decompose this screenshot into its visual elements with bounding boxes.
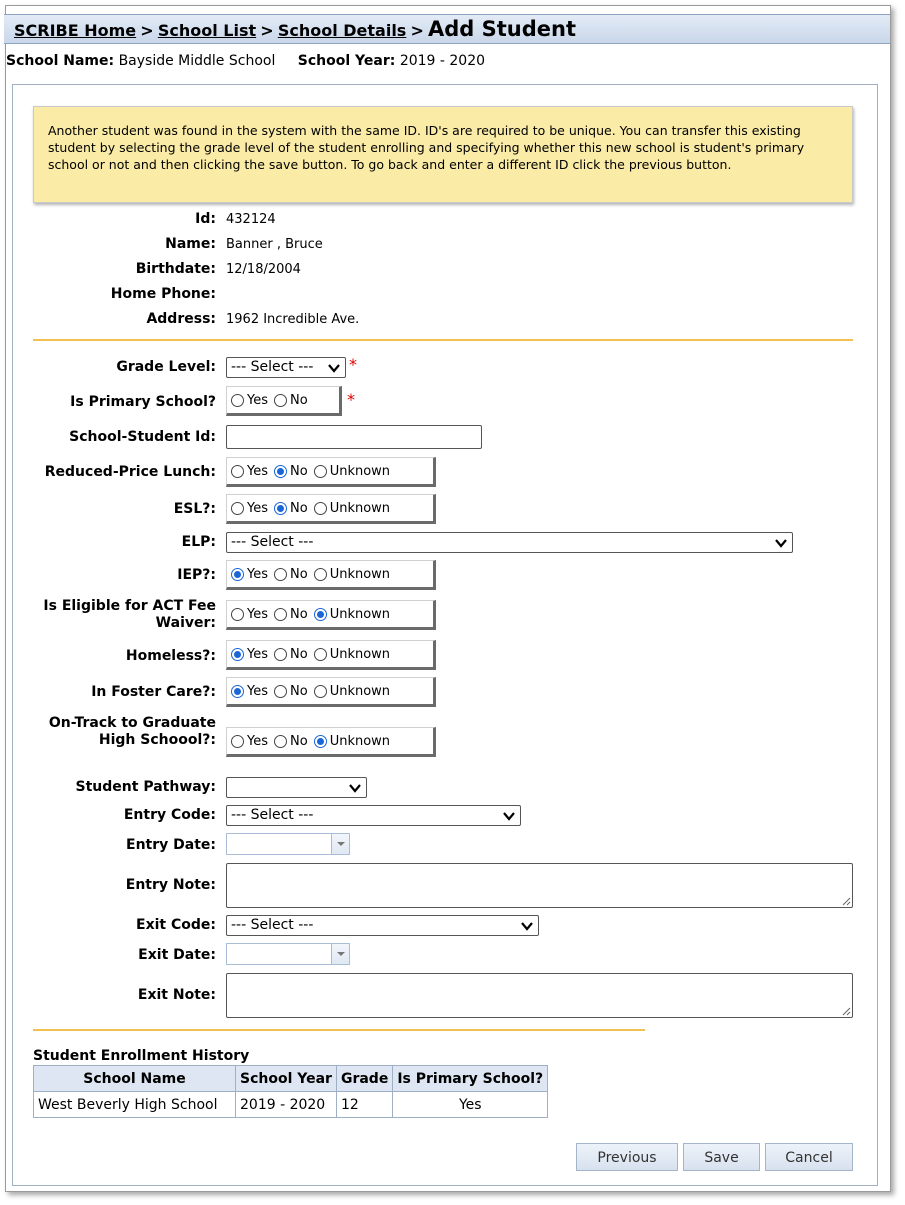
breadcrumb-school-list-link[interactable]: School List [157,21,257,40]
foster-care-radiogroup [226,677,436,707]
breadcrumb-separator: > [140,21,154,40]
grade-level-selected: --- Select --- [231,359,314,375]
radio-label: No [290,500,308,516]
entry-code-label: Entry Code: [123,807,216,823]
radio-yes[interactable] [231,502,244,515]
ontrack-unknown-option[interactable] [314,734,390,749]
is-primary-school-radiogroup [226,386,342,416]
enrollment-history-title: Student Enrollment History [33,1048,250,1064]
iep-label: IEP?: [177,567,216,583]
entry-code-selected: --- Select --- [231,807,314,823]
radio-label: Yes [247,733,268,749]
radio-yes[interactable] [231,608,244,621]
save-button[interactable]: Save [683,1143,760,1171]
radio-label: No [290,392,308,408]
iep-yes-option[interactable] [231,567,268,582]
table-cell: Yes [393,1092,548,1118]
table-cell: West Beverly High School [34,1092,236,1118]
radio-unknown-selected[interactable] [314,735,327,748]
exit-code-label: Exit Code: [136,917,216,933]
chevron-down-icon [774,536,788,550]
radio-label: Yes [247,683,268,699]
divider [33,1029,645,1031]
breadcrumb-separator: > [410,21,424,40]
radio-unknown[interactable] [314,568,327,581]
radio-label: Yes [247,392,268,408]
school-year-value: 2019 - 2020 [399,53,486,69]
radio-unknown-selected[interactable] [314,608,327,621]
radio-yes-selected[interactable] [231,685,244,698]
entry-code-select[interactable] [226,805,521,826]
birthdate-value: 12/18/2004 [226,262,301,277]
radio-label: Unknown [329,733,391,749]
radio-label: Yes [247,500,268,516]
radio-label: Yes [247,646,268,662]
rpl-no-option[interactable] [274,464,308,479]
act-no-option[interactable] [274,607,308,622]
act-unknown-option[interactable] [314,607,390,622]
radio-label: Yes [247,606,268,622]
entry-date-label: Entry Date: [126,837,216,853]
student-pathway-select[interactable] [226,777,367,798]
column-header: School Name [34,1066,236,1092]
esl-no-option[interactable] [274,501,308,516]
iep-radiogroup [226,560,436,590]
chevron-down-icon [327,361,341,375]
previous-button[interactable]: Previous [576,1143,678,1171]
radio-label: No [290,683,308,699]
birthdate-label: Birthdate: [135,261,216,277]
radio-label: No [290,606,308,622]
rpl-yes-option[interactable] [231,464,268,479]
chevron-down-icon [520,919,534,933]
cancel-button[interactable]: Cancel [765,1143,853,1171]
breadcrumb-separator: > [260,21,274,40]
radio-yes[interactable] [231,465,244,478]
primary-no-option[interactable] [274,393,308,408]
homeless-no-option[interactable] [274,647,308,662]
school-student-id-label: School-Student Id: [69,429,216,445]
foster-unknown-option[interactable] [314,684,390,699]
student-name-label: Name: [165,236,216,252]
table-cell: 12 [336,1092,392,1118]
radio-no[interactable] [274,394,287,407]
radio-label: Unknown [329,683,391,699]
student-name-value: Banner , Bruce [226,237,323,252]
act-yes-option[interactable] [231,607,268,622]
radio-unknown[interactable] [314,648,327,661]
radio-label: Unknown [329,566,391,582]
esl-yes-option[interactable] [231,501,268,516]
radio-label: No [290,566,308,582]
on-track-label: On-Track to Graduate High Schoool?: [48,715,216,748]
required-marker: * [347,390,355,409]
page-title: Add Student [428,17,577,41]
calendar-dropdown-icon[interactable] [331,944,349,964]
exit-note-textarea[interactable] [226,973,853,1018]
on-track-radiogroup [226,727,436,757]
radio-label: Yes [247,463,268,479]
act-fee-waiver-radiogroup [226,600,436,630]
school-name-value: Bayside Middle School [118,53,276,69]
reduced-price-lunch-label: Reduced-Price Lunch: [44,464,216,480]
ontrack-no-option[interactable] [274,734,308,749]
divider [33,339,853,341]
grade-level-label: Grade Level: [116,359,216,375]
radio-yes-selected[interactable] [231,648,244,661]
homeless-unknown-option[interactable] [314,647,390,662]
primary-yes-option[interactable] [231,393,268,408]
radio-label: No [290,646,308,662]
entry-date-picker[interactable] [226,833,350,855]
duplicate-id-alert: Another student was found in the system with the same ID. ID's are required to be unique. You can transfer this existing student by selecting the grade level of the student enrolling and specifying whether this new school is student's primary school or not and then clicking the save button. To go back and enter a different ID click the previous button. [33,106,853,203]
table-cell: 2019 - 2020 [236,1092,337,1118]
radio-label: Unknown [329,463,391,479]
foster-no-option[interactable] [274,684,308,699]
column-header: Is Primary School? [393,1066,548,1092]
iep-no-option[interactable] [274,567,308,582]
radio-yes[interactable] [231,394,244,407]
exit-note-label: Exit Note: [137,987,216,1003]
radio-unknown[interactable] [314,465,327,478]
rpl-unknown-option[interactable] [314,464,390,479]
radio-label: No [290,733,308,749]
homeless-yes-option[interactable] [231,647,268,662]
school-student-id-input[interactable] [226,425,482,449]
radio-no[interactable] [274,735,287,748]
radio-yes-selected[interactable] [231,568,244,581]
calendar-dropdown-icon[interactable] [331,834,349,854]
student-id-value: 432124 [226,212,276,227]
student-id-label: Id: [195,211,216,227]
entry-note-label: Entry Note: [125,877,216,893]
required-marker: * [349,355,357,374]
elp-selected: --- Select --- [231,534,314,550]
is-primary-school-label: Is Primary School? [70,394,216,410]
exit-date-label: Exit Date: [138,947,216,963]
column-header: Grade [336,1066,392,1092]
student-pathway-label: Student Pathway: [75,779,216,795]
radio-no-selected[interactable] [274,465,287,478]
school-name-label: School Name: [6,53,115,69]
radio-label: Unknown [329,646,391,662]
column-header: School Year [236,1066,337,1092]
address-value: 1962 Incredible Ave. [226,312,360,327]
entry-note-textarea[interactable] [226,863,853,908]
table-row [34,1092,548,1118]
grade-level-select[interactable] [226,357,346,378]
ontrack-yes-option[interactable] [231,734,268,749]
exit-date-picker[interactable] [226,943,350,965]
radio-label: No [290,463,308,479]
resize-grip-icon[interactable] [841,896,851,906]
foster-yes-option[interactable] [231,684,268,699]
chevron-down-icon [348,781,362,795]
act-fee-waiver-label: Is Eligible for ACT Fee Waiver: [43,598,216,631]
radio-no-selected[interactable] [274,502,287,515]
radio-unknown[interactable] [314,685,327,698]
radio-unknown[interactable] [314,502,327,515]
foster-care-label: In Foster Care?: [91,684,216,700]
radio-yes[interactable] [231,735,244,748]
reduced-price-lunch-radiogroup [226,457,436,487]
radio-label: Unknown [329,500,391,516]
home-phone-label: Home Phone: [110,286,216,302]
radio-no[interactable] [274,648,287,661]
esl-label: ESL?: [173,501,216,517]
radio-label: Yes [247,566,268,582]
elp-select[interactable] [226,532,793,553]
exit-code-select[interactable] [226,915,539,936]
exit-code-selected: --- Select --- [231,917,314,933]
esl-unknown-option[interactable] [314,501,390,516]
breadcrumb-school-details-link[interactable]: School Details [277,21,407,40]
radio-label: Unknown [329,606,391,622]
radio-no[interactable] [274,568,287,581]
school-year-label: School Year: [297,53,396,69]
radio-no[interactable] [274,685,287,698]
radio-no[interactable] [274,608,287,621]
breadcrumb [4,14,890,44]
esl-radiogroup [226,494,436,524]
school-info-bar [6,53,485,69]
homeless-radiogroup [226,640,436,670]
chevron-down-icon [502,809,516,823]
resize-grip-icon[interactable] [841,1006,851,1016]
elp-label: ELP: [181,534,216,550]
breadcrumb-home-link[interactable]: SCRIBE Home [14,21,137,40]
address-label: Address: [146,311,216,327]
iep-unknown-option[interactable] [314,567,390,582]
homeless-label: Homeless?: [125,648,216,664]
enrollment-history-table [33,1065,548,1118]
table-header-row [34,1066,548,1092]
